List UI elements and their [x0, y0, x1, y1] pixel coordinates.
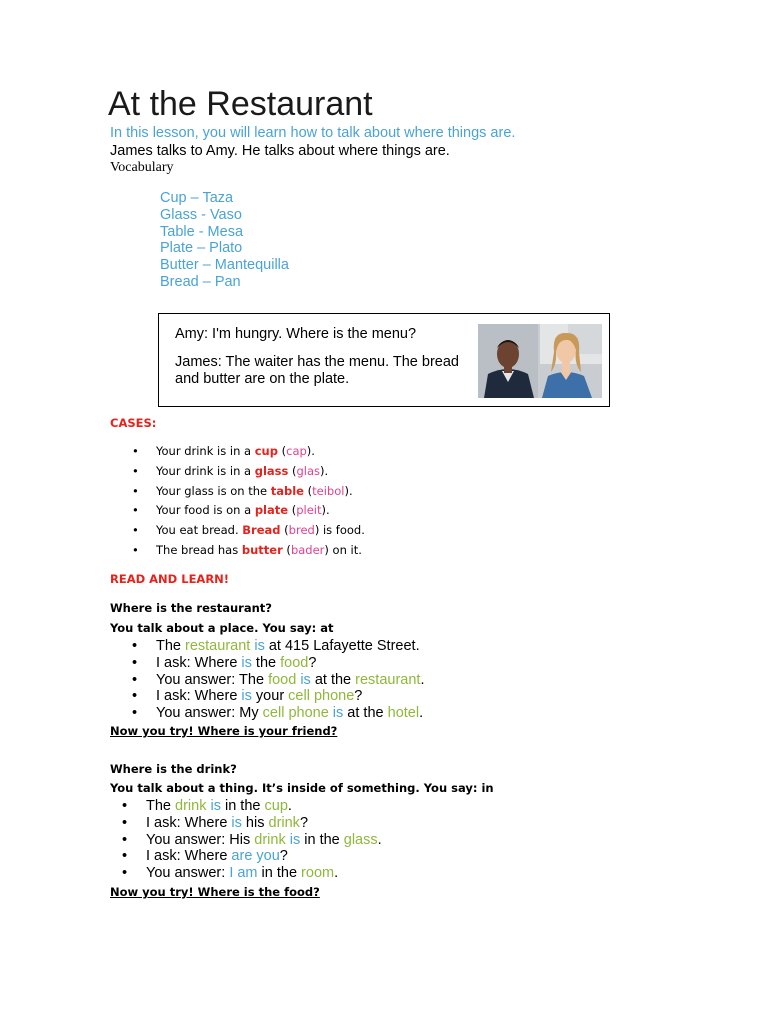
example-item: • I ask: Where are you? [122, 848, 288, 865]
example-item: • You answer: I am in the room. [122, 865, 339, 882]
vocabulary-heading: Vocabulary [110, 160, 174, 175]
bullet: • [132, 523, 139, 538]
case-pronunciation: teibol [312, 483, 345, 498]
case-item: • You eat bread. Bread (bred) is food. [130, 521, 365, 541]
dialog-amy: Amy: I'm hungry. Where is the menu? [175, 326, 417, 342]
example-item: • The restaurant is at 415 Lafayette Street. [132, 638, 420, 654]
vocab-item: Table - Mesa [160, 223, 244, 240]
bullet: • [132, 503, 139, 518]
section1-try: Now you try! Where is your friend? [110, 724, 338, 738]
section1-examples [130, 638, 424, 722]
vocab-item: Butter – Mantequilla [160, 257, 289, 274]
case-word: butter [241, 542, 283, 557]
bullet: • [132, 654, 138, 671]
case-word: plate [254, 503, 289, 518]
section1-intro: You talk about a place. You say: at [110, 621, 334, 635]
vocab-item: Cup – Taza [160, 190, 234, 206]
case-item: • Your food is on a plate (pleit). [130, 501, 365, 521]
vocab-item: Glass - Vaso [160, 206, 242, 223]
page-title: At the Restaurant [108, 85, 373, 123]
example-item: • I ask: Where is your cell phone? [132, 688, 363, 705]
bullet: • [132, 638, 138, 654]
case-word: table [270, 483, 304, 498]
photo-james-amy [478, 324, 602, 398]
bullet: • [132, 705, 138, 722]
bullet: • [122, 831, 128, 848]
bullet: • [132, 542, 139, 557]
section2-question: Where is the drink? [110, 762, 237, 776]
vocab-item: Bread – Pan [160, 273, 241, 290]
case-item: • Your drink is in a cup (cap). [130, 442, 365, 462]
bullet: • [132, 671, 138, 688]
case-pronunciation: bader [290, 542, 325, 557]
case-item: • Your glass is on the table (teibol). [130, 482, 365, 502]
case-item: • Your drink is in a glass (glas). [130, 462, 365, 482]
section2-intro: You talk about a thing. It’s inside of something. You say: in [110, 781, 494, 795]
bullet: • [122, 814, 128, 831]
cases-heading: CASES: [110, 416, 157, 430]
vocab-item: Plate – Plato [160, 240, 243, 257]
lesson-subtitle: James talks to Amy. He talks about where things are. [110, 143, 450, 159]
example-item: • You answer: My cell phone is at the hotel. [132, 705, 424, 722]
case-word: Bread [242, 523, 281, 538]
case-word: glass [254, 463, 289, 478]
case-pronunciation: bred [288, 523, 315, 538]
example-item: • You answer: The food is at the restaurant. [132, 671, 425, 688]
cases-list [130, 442, 365, 561]
lesson-intro: In this lesson, you will learn how to talk about where things are. [110, 125, 516, 141]
bullet: • [132, 483, 139, 498]
example-item: • The drink is in the cup. [122, 798, 292, 814]
people-photo-illustration [478, 324, 602, 398]
example-item: • I ask: Where is his drink? [122, 814, 309, 831]
bullet: • [132, 463, 139, 478]
bullet: • [122, 865, 128, 882]
bullet: • [122, 848, 128, 865]
case-pronunciation: cap [286, 444, 307, 458]
read-and-learn-heading: READ AND LEARN! [110, 572, 230, 586]
case-word: cup [254, 444, 278, 458]
dialog-james: James: The waiter has the menu. The bread and butter are on the plate. [175, 354, 459, 387]
bullet: • [122, 798, 128, 814]
bullet: • [132, 688, 138, 705]
case-item: • The bread has butter (bader) on it. [130, 541, 365, 561]
section2-examples [120, 798, 382, 882]
example-item: • You answer: His drink is in the glass. [122, 831, 382, 848]
bullet: • [132, 444, 139, 458]
vocabulary-list [160, 190, 289, 291]
section2-try: Now you try! Where is the food? [110, 885, 320, 899]
case-pronunciation: glas [296, 463, 321, 478]
dialog-box [158, 313, 610, 407]
section1-question: Where is the restaurant? [110, 601, 272, 615]
example-item: • I ask: Where is the food? [132, 654, 317, 671]
case-pronunciation: pleit [296, 503, 322, 518]
